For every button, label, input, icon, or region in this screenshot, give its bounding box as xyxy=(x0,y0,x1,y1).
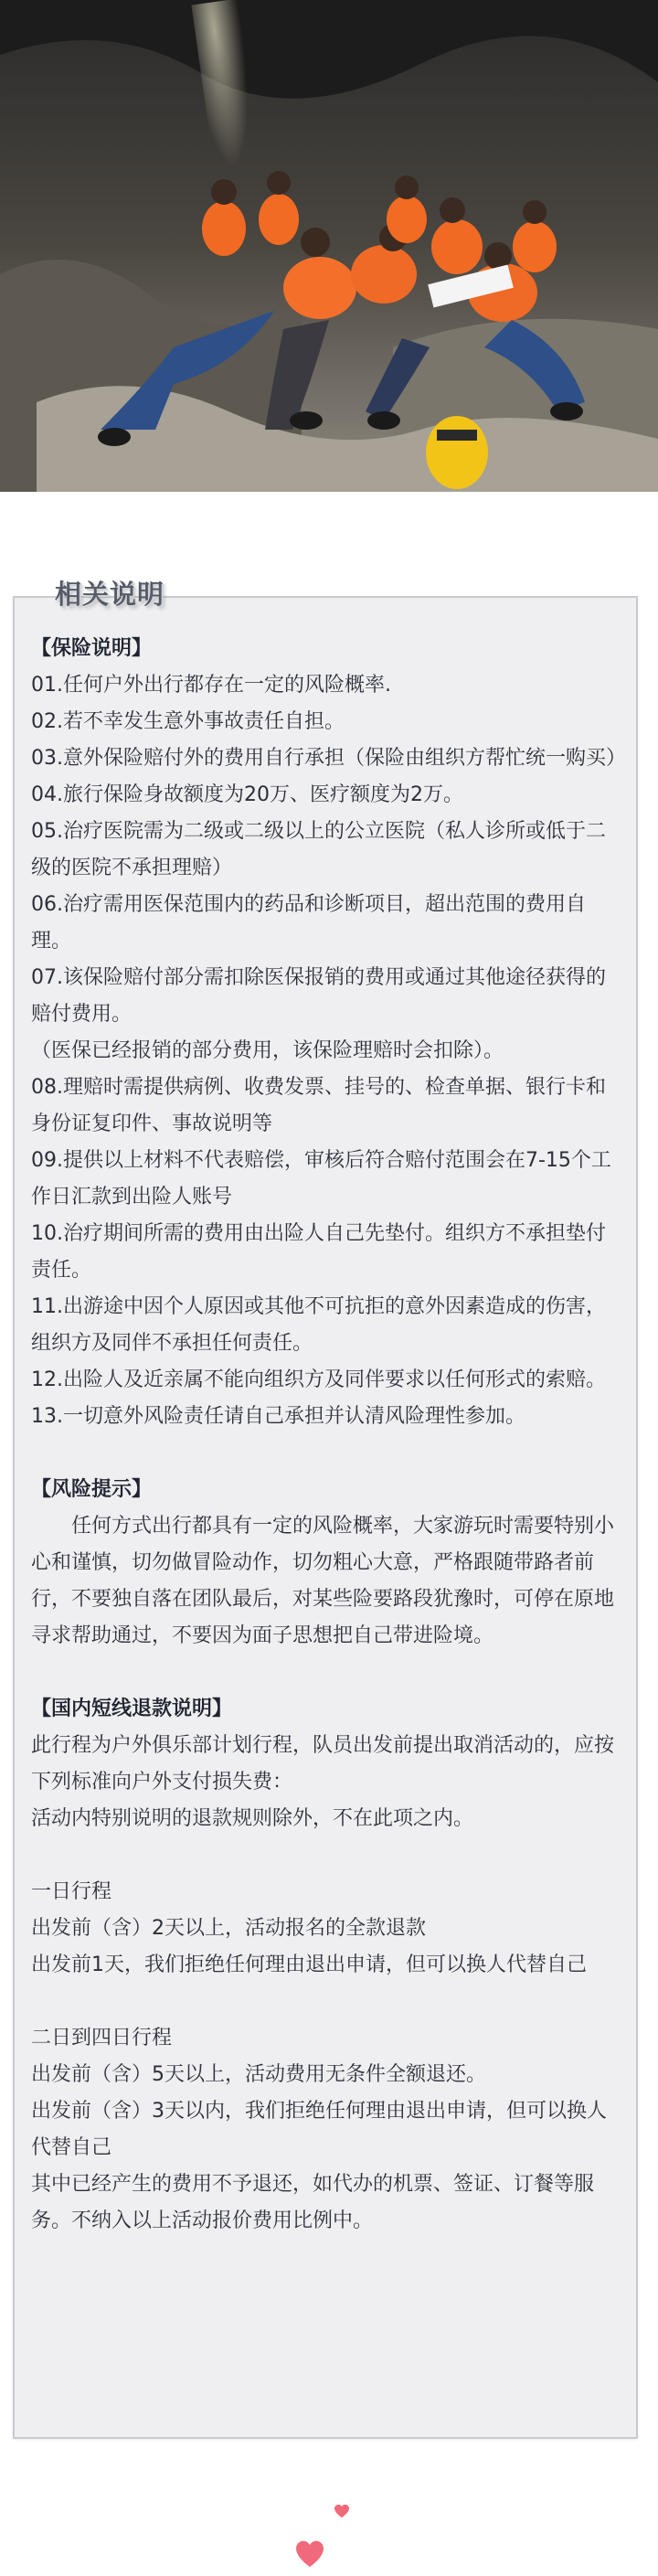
insurance-item: 04.旅行保险身故额度为20万、医疗额度为2万。 xyxy=(31,783,463,806)
insurance-item: 10.治疗期间所需的费用由出险人自己先垫付。组织方不承担垫付责任。 xyxy=(31,1222,606,1282)
spacer xyxy=(31,1837,616,1874)
rafting-group-image xyxy=(0,0,658,492)
hearts-icon xyxy=(291,2503,364,2576)
refund-intro: 此行程为户外俱乐部计划行程，队员出发前提出取消活动的，应按下列标准向户外支付损失费： xyxy=(31,1734,615,1794)
insurance-item: 09.提供以上材料不代表赔偿，审核后符合赔付范围会在7-15个工作日汇款到出险人账号 xyxy=(31,1149,611,1208)
one-day-rule: 出发前1天，我们拒绝任何理由退出申请，但可以换人代替自己 xyxy=(31,1953,587,1976)
spacer xyxy=(31,1655,616,1691)
insurance-item: 11.出游途中因个人原因或其他不可抗拒的意外因素造成的伤害，组织方及同伴不承担任何责任。 xyxy=(31,1295,606,1355)
multi-day-rule: 出发前（含）3天以内，我们拒绝任何理由退出申请，但可以换人代替自己 xyxy=(31,2100,607,2159)
multi-day-rule: 其中已经产生的费用不予退还，如代办的机票、签证、订餐等服务。不纳入以上活动报价费用比例中。 xyxy=(31,2173,595,2232)
insurance-item: 05.治疗医院需为二级或二级以上的公立医院（私人诊所或低于二级的医院不承担理赔） xyxy=(31,820,606,879)
insurance-item: 07.该保险赔付部分需扣除医保报销的费用或通过其他途径获得的赔付费用。 xyxy=(31,966,606,1026)
large-heart-icon xyxy=(296,2541,324,2567)
insurance-heading: 【保险说明】 xyxy=(31,637,153,660)
refund-heading: 【国内短线退款说明】 xyxy=(31,1698,233,1720)
risk-text: 任何方式出行都具有一定的风险概率，大家游玩时需要特别小心和谨慎，切勿做冒险动作，切勿粗心大意，严格跟随带路者前行，不要独自落在团队最后，对某些险要路段犹豫时，可停在原地寻求帮助通过，不要因为面子思想把自己带进险境。 xyxy=(31,1515,615,1647)
one-day-title: 一日行程 xyxy=(31,1880,112,1903)
insurance-item: 06.治疗需用医保范围内的药品和诊断项目，超出范围的费用自理。 xyxy=(31,893,586,953)
multi-day-rule: 出发前（含）5天以上，活动费用无条件全额退还。 xyxy=(31,2063,486,2086)
small-heart-icon xyxy=(334,2505,349,2517)
insurance-item: （医保已经报销的部分费用，该保险理赔时会扣除）。 xyxy=(31,1039,504,1062)
insurance-item: 08.理赔时需提供病例、收费发票、挂号的、检查单据、银行卡和身份证复印件、事故说明等 xyxy=(31,1076,606,1135)
section-title: 相关说明 xyxy=(55,579,165,610)
refund-exception: 活动内特别说明的退款规则除外，不在此项之内。 xyxy=(31,1807,474,1830)
group-photo xyxy=(0,0,658,492)
risk-heading: 【风险提示】 xyxy=(31,1478,153,1501)
insurance-item: 13.一切意外风险责任请自己承担并认清风险理性参加。 xyxy=(31,1405,525,1428)
one-day-rule: 出发前（含）2天以上，活动报名的全款退款 xyxy=(31,1917,426,1940)
multi-day-title: 二日到四日行程 xyxy=(31,2027,173,2049)
spacer xyxy=(31,1984,616,2020)
spacer xyxy=(31,1435,616,1472)
info-content xyxy=(31,631,626,2240)
insurance-item: 12.出险人及近亲属不能向组织方及同伴要求以任何形式的索赔。 xyxy=(31,1368,606,1391)
insurance-item: 01.任何户外出行都存在一定的风险概率. xyxy=(31,674,391,697)
insurance-item: 02.若不幸发生意外事故责任自担。 xyxy=(31,710,345,733)
insurance-item: 03.意外保险赔付外的费用自行承担（保险由组织方帮忙统一购买） xyxy=(31,747,626,770)
